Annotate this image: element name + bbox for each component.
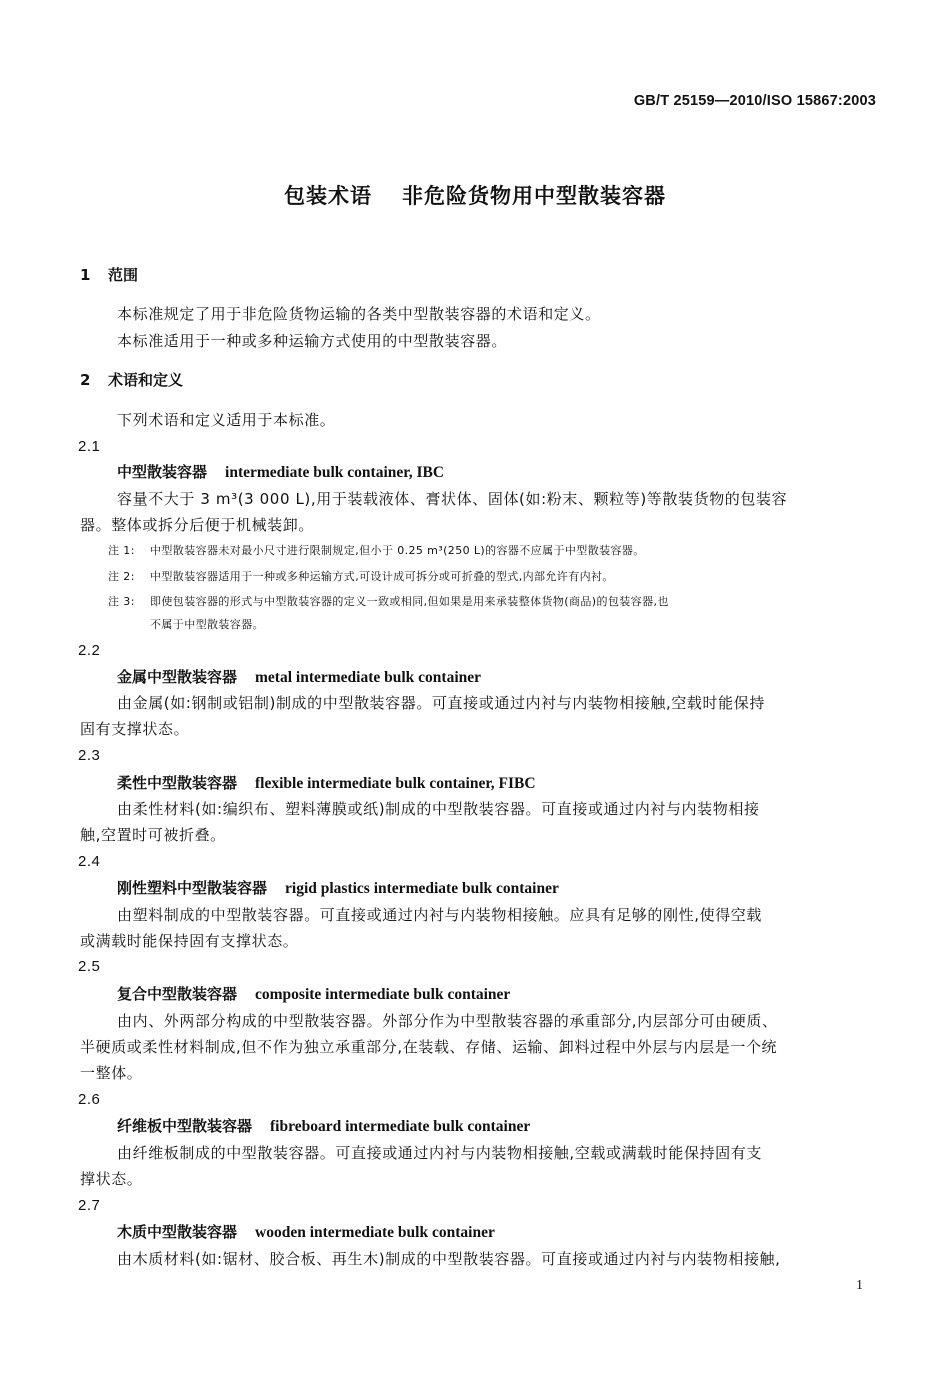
term-zh: 金属中型散装容器 xyxy=(117,668,238,686)
term-en: rigid plastics intermediate bulk container xyxy=(285,880,559,897)
section-1-heading xyxy=(80,265,138,285)
note-label: 注 1: xyxy=(108,544,135,557)
term-en: flexible intermediate bulk container, FIBC xyxy=(255,775,536,792)
term-definition: 一整体。 xyxy=(80,1064,143,1082)
term-definition: 由纤维板制成的中型散装容器。可直接或通过内衬与内装物相接触,空载或满载时能保持固有支 xyxy=(117,1144,762,1162)
note-label: 注 2: xyxy=(108,570,135,583)
term-zh: 木质中型散装容器 xyxy=(117,1223,238,1241)
standard-number: GB/T 25159—2010/ISO 15867:2003 xyxy=(633,93,876,109)
term-heading xyxy=(117,462,444,483)
title-part2: 非危险货物用中型散装容器 xyxy=(402,184,666,208)
term-definition: 由木质材料(如:锯材、胶合板、再生木)制成的中型散装容器。可直接或通过内衬与内装物相接触, xyxy=(117,1250,781,1268)
note-text-continued: 不属于中型散装容器。 xyxy=(150,618,264,631)
note-label: 注 3: xyxy=(108,595,135,608)
term-number: 2.4 xyxy=(78,853,101,870)
note-text: 即使包装容器的形式与中型散装容器的定义一致或相同,但如果是用来承装整体货物(商品)的包装容器,也 xyxy=(150,595,669,608)
term-heading xyxy=(117,667,481,688)
term-zh: 刚性塑料中型散装容器 xyxy=(117,879,268,897)
term-definition: 或满载时能保持固有支撑状态。 xyxy=(80,932,299,950)
term-en: wooden intermediate bulk container xyxy=(255,1224,495,1241)
term-number: 2.1 xyxy=(78,438,101,455)
term-definition: 撑状态。 xyxy=(80,1170,143,1188)
term-definition: 半硬质或柔性材料制成,但不作为独立承重部分,在装载、存储、运输、卸料过程中外层与内层是一个统 xyxy=(80,1038,778,1056)
term-number: 2.3 xyxy=(78,747,101,764)
title-part1: 包装术语 xyxy=(284,184,372,208)
term-heading xyxy=(117,1116,530,1137)
term-en: intermediate bulk container, IBC xyxy=(225,464,445,481)
note-1 xyxy=(108,541,645,561)
section-1-number: 1 xyxy=(80,266,91,284)
note-2 xyxy=(108,567,614,587)
term-number: 2.5 xyxy=(78,958,101,975)
section-1-paragraph: 本标准适用于一种或多种运输方式使用的中型散装容器。 xyxy=(117,332,508,350)
term-definition: 容量不大于 3 m³(3 000 L),用于装载液体、膏状体、固体(如:粉末、颗粒等)等散装货物的包装容 xyxy=(117,490,788,508)
term-number: 2.7 xyxy=(78,1197,101,1214)
term-definition: 由内、外两部分构成的中型散装容器。外部分作为中型散装容器的承重部分,内层部分可由硬质、 xyxy=(117,1012,778,1030)
term-heading xyxy=(117,1222,495,1243)
term-zh: 纤维板中型散装容器 xyxy=(117,1117,253,1135)
section-2-number: 2 xyxy=(80,371,91,389)
section-2-intro: 下列术语和定义适用于本标准。 xyxy=(117,411,336,429)
note-3 xyxy=(108,592,669,612)
term-definition: 触,空置时可被折叠。 xyxy=(80,826,226,844)
term-definition: 由金属(如:钢制或铝制)制成的中型散装容器。可直接或通过内衬与内装物相接触,空载时能保持 xyxy=(117,694,765,712)
term-heading xyxy=(117,773,536,794)
term-definition: 由柔性材料(如:编织布、塑料薄膜或纸)制成的中型散装容器。可直接或通过内衬与内装物相接 xyxy=(117,800,760,818)
term-heading xyxy=(117,984,510,1005)
page-number: 1 xyxy=(856,1278,863,1293)
term-definition: 由塑料制成的中型散装容器。可直接或通过内衬与内装物相接触。应具有足够的刚性,使得空载 xyxy=(117,906,762,924)
term-zh: 柔性中型散装容器 xyxy=(117,774,238,792)
term-number: 2.6 xyxy=(78,1091,101,1108)
term-en: composite intermediate bulk container xyxy=(255,986,511,1003)
document-title xyxy=(0,180,950,210)
section-2-title: 术语和定义 xyxy=(108,371,184,389)
section-2-heading xyxy=(80,370,183,390)
section-1-paragraph: 本标准规定了用于非危险货物运输的各类中型散装容器的术语和定义。 xyxy=(117,305,601,323)
term-zh: 中型散装容器 xyxy=(117,463,208,481)
term-en: fibreboard intermediate bulk container xyxy=(270,1118,531,1135)
term-number: 2.2 xyxy=(78,642,101,659)
term-zh: 复合中型散装容器 xyxy=(117,985,238,1003)
term-definition: 器。整体或拆分后便于机械装卸。 xyxy=(80,516,315,534)
term-definition: 固有支撑状态。 xyxy=(80,720,190,738)
section-1-title: 范围 xyxy=(108,266,139,284)
term-en: metal intermediate bulk container xyxy=(255,669,482,686)
note-text: 中型散装容器适用于一种或多种运输方式,可设计成可拆分或可折叠的型式,内部允许有内衬。 xyxy=(150,570,614,583)
term-heading xyxy=(117,878,559,899)
note-text: 中型散装容器未对最小尺寸进行限制规定,但小于 0.25 m³(250 L)的容器不应属于中型散装容器。 xyxy=(150,544,645,557)
